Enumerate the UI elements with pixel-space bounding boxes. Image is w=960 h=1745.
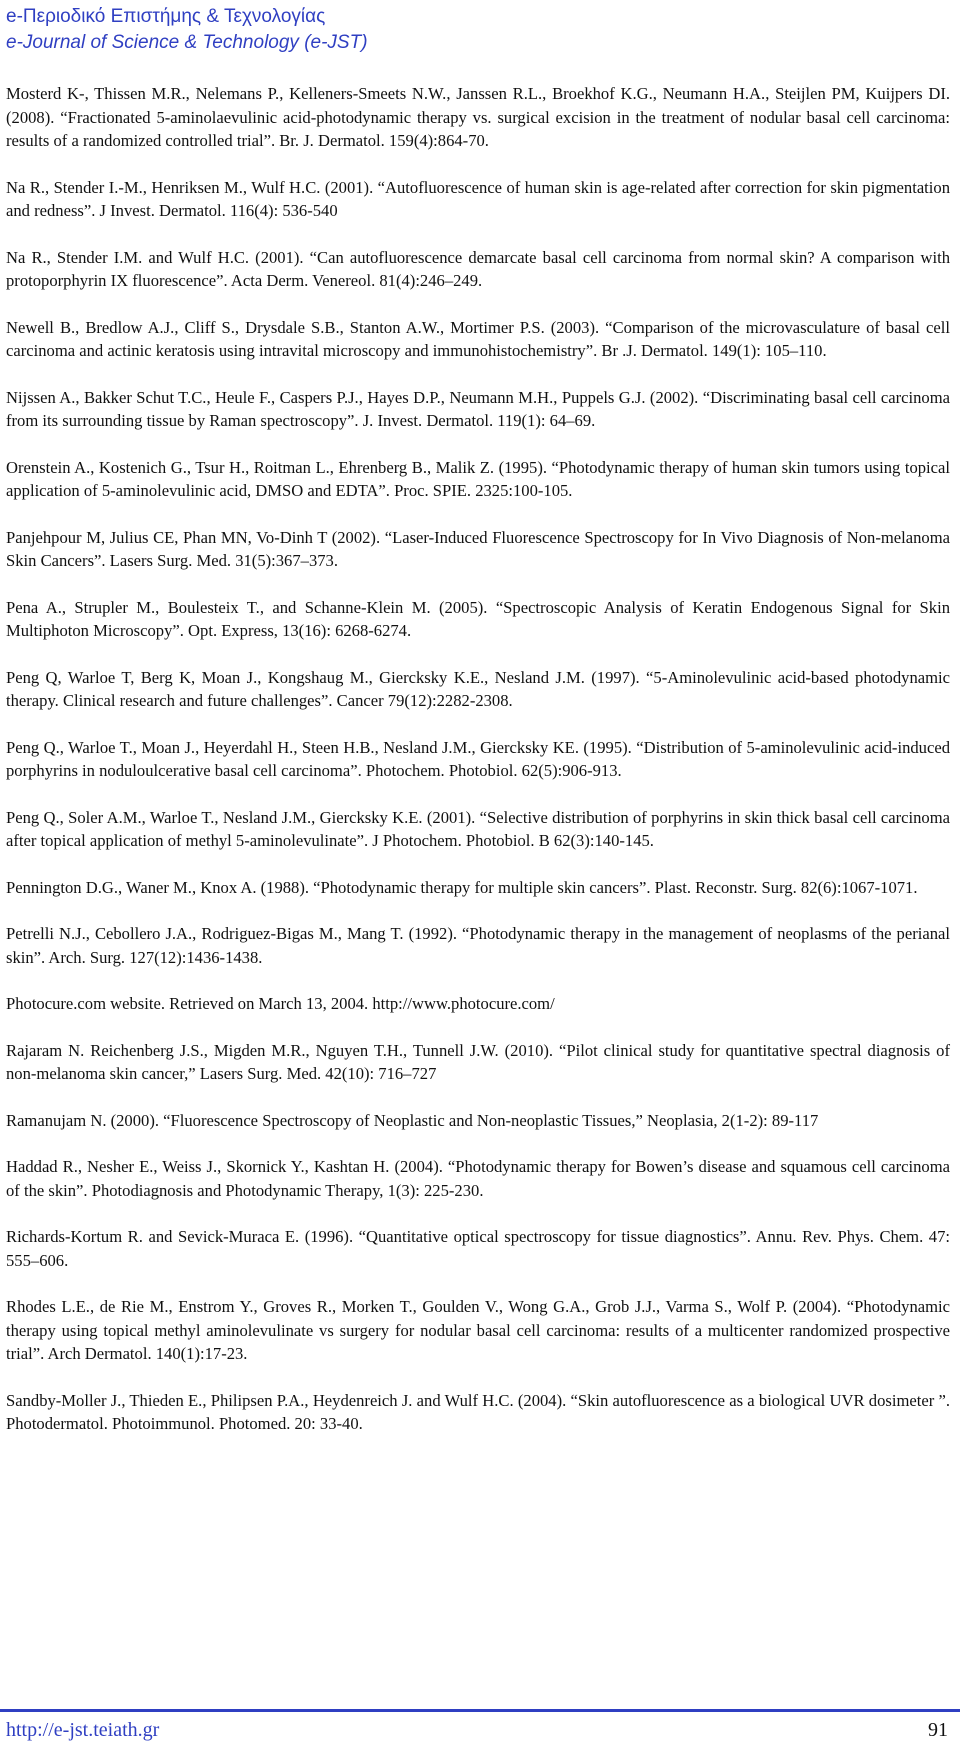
reference-item: Peng Q., Soler A.M., Warloe T., Nesland J.M., Giercksky K.E. (2001). “Selective distribution of porphyrins in skin thick basal cell carcinoma after topical application of methyl 5-aminolevulinate”. J Photochem. Photobiol. B 62(3):140-145. [6, 807, 950, 850]
reference-item: Rajaram N. Reichenberg J.S., Migden M.R., Nguyen T.H., Tunnell J.W. (2010). “Pilot clinical study for quantitative spectral diagnosis of non-melanoma skin cancer,” Lasers Surg. Med. 42(10): 716–727 [6, 1040, 950, 1083]
reference-item: Pennington D.G., Waner M., Knox A. (1988). “Photodynamic therapy for multiple skin cancers”. Plast. Reconstr. Surg. 82(6):1067-1071. [6, 877, 918, 897]
reference-item: Petrelli N.J., Cebollero J.A., Rodriguez-Bigas M., Mang T. (1992). “Photodynamic therapy in the management of neoplasms of the perianal skin”. Arch. Surg. 127(12):1436-1438. [6, 924, 950, 967]
reference-item: Mosterd K-, Thissen M.R., Nelemans P., Kelleners-Smeets N.W., Janssen R.L., Broekhof K.G., Neumann H.A., Steijlen PM, Kuijpers DI. (2008). “Fractionated 5-aminolaevulinic acid-photodynamic therapy vs. surgical excision in the treatment of nodular basal cell carcinoma: results of a randomized controlled trial”. Br. J. Dermatol. 159(4):864-70. [6, 84, 950, 150]
reference-item: Na R., Stender I.-M., Henriksen M., Wulf H.C. (2001). “Autofluorescence of human skin is age-related after correction for skin pigmentation and redness”. J Invest. Dermatol. 116(4): 536-540 [6, 177, 950, 220]
reference-item: Ramanujam N. (2000). “Fluorescence Spectroscopy of Neoplastic and Non-neoplastic Tissues,” Neoplasia, 2(1-2): 89-117 [6, 1110, 819, 1130]
reference-item: Peng Q, Warloe T, Berg K, Moan J., Kongshaug M., Giercksky K.E., Nesland J.M. (1997). “5-Aminolevulinic acid-based photodynamic therapy. Clinical research and future challenges”. Cancer 79(12):2282-2308. [6, 667, 950, 710]
reference-item: Newell B., Bredlow A.J., Cliff S., Drysdale S.B., Stanton A.W., Mortimer P.S. (2003). “Comparison of the microvasculature of basal cell carcinoma and actinic keratosis using intravital microscopy and immunohistochemistry”. Br .J. Dermatol. 149(1): 105–110. [6, 317, 950, 360]
journal-title-english: e-Journal of Science & Technology (e-JST) [6, 32, 368, 53]
reference-item: Sandby-Moller J., Thieden E., Philipsen P.A., Heydenreich J. and Wulf H.C. (2004). “Skin autofluorescence as a biological UVR dosimeter ”. Photodermatol. Photoimmunol. Photomed. 20: 33-40. [6, 1390, 950, 1433]
reference-item: Haddad R., Nesher E., Weiss J., Skornick Y., Kashtan H. (2004). “Photodynamic therapy for Bowen’s disease and squamous cell carcinoma of the skin”. Photodiagnosis and Photodynamic Therapy, 1(3): 225-230. [6, 1157, 950, 1200]
reference-item: Richards-Kortum R. and Sevick-Muraca E. (1996). “Quantitative optical spectroscopy for tissue diagnostics”. Annu. Rev. Phys. Chem. 47: 555–606. [6, 1227, 950, 1270]
reference-item: Na R., Stender I.M. and Wulf H.C. (2001). “Can autofluorescence demarcate basal cell carcinoma from normal skin? A comparison with protoporphyrin IX fluorescence”. Acta Derm. Venereol. 81(4):246–249. [6, 247, 950, 290]
journal-url-link[interactable]: http://e-jst.teiath.gr [6, 1719, 160, 1741]
journal-title-greek: e-Περιοδικό Επιστήμης & Τεχνολογίας [6, 6, 326, 27]
reference-item: Panjehpour M, Julius CE, Phan MN, Vo-Dinh T (2002). “Laser-Induced Fluorescence Spectroscopy for In Vivo Diagnosis of Non-melanoma Skin Cancers”. Lasers Surg. Med. 31(5):367–373. [6, 527, 950, 570]
reference-list [6, 82, 950, 1459]
reference-item: Orenstein A., Kostenich G., Tsur H., Roitman L., Ehrenberg B., Malik Z. (1995). “Photodynamic therapy of human skin tumors using topical application of 5-aminolevulinic acid, DMSO and EDTA”. Proc. SPIE. 2325:100-105. [6, 457, 950, 500]
footer-divider [0, 1709, 960, 1712]
page-footer [0, 1709, 960, 1745]
reference-item: Photocure.com website. Retrieved on March 13, 2004. http://www.photocure.com/ [6, 994, 555, 1013]
journal-header [6, 4, 368, 56]
reference-item: Peng Q., Warloe T., Moan J., Heyerdahl H., Steen H.B., Nesland J.M., Giercksky KE. (1995). “Distribution of 5-aminolevulinic acid-induced porphyrins in noduloulcerative basal cell carcinoma”. Photochem. Photobiol. 62(5):906-913. [6, 737, 950, 780]
reference-item: Nijssen A., Bakker Schut T.C., Heule F., Caspers P.J., Hayes D.P., Neumann M.H., Puppels G.J. (2002). “Discriminating basal cell carcinoma from its surrounding tissue by Raman spectroscopy”. J. Invest. Dermatol. 119(1): 64–69. [6, 387, 950, 430]
reference-item: Pena A., Strupler M., Boulesteix T., and Schanne-Klein M. (2005). “Spectroscopic Analysis of Keratin Endogenous Signal for Skin Multiphoton Microscopy”. Opt. Express, 13(16): 6268-6274. [6, 597, 950, 640]
reference-item: Rhodes L.E., de Rie M., Enstrom Y., Groves R., Morken T., Goulden V., Wong G.A., Grob J.J., Varma S., Wolf P. (2004). “Photodynamic therapy using topical methyl aminolevulinate vs surgery for nodular basal cell carcinoma: results of a multicenter randomized prospective trial”. Arch Dermatol. 140(1):17-23. [6, 1297, 950, 1363]
page-number: 91 [928, 1719, 948, 1741]
